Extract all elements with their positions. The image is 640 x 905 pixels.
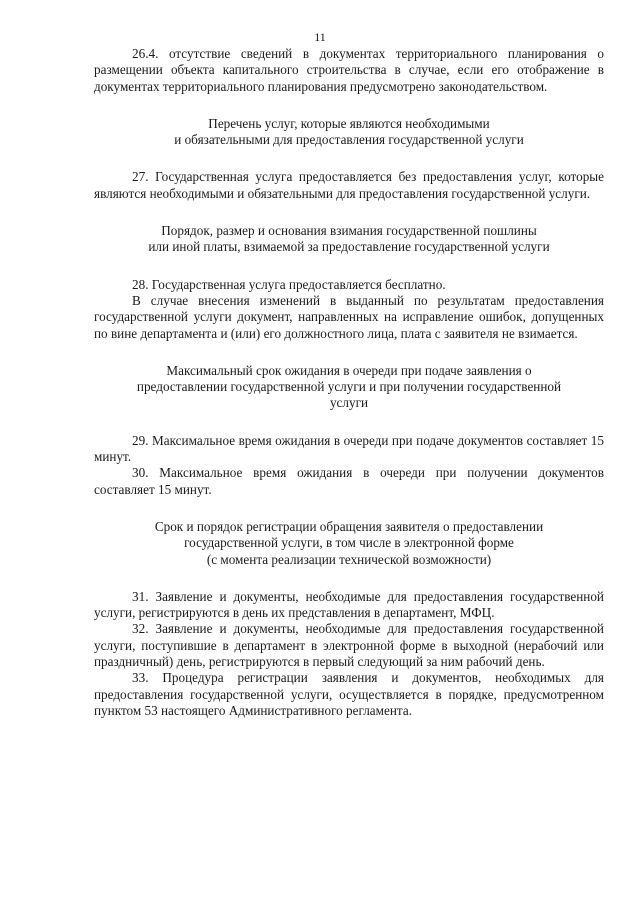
spacer	[94, 412, 604, 433]
spacer	[94, 148, 604, 169]
section-heading-registration: Срок и порядок регистрации обращения заявителя о предоставлении государственной услуги, в том числе в электронной форме (с момента реализации технической возможности)	[154, 518, 544, 567]
page-number: 11	[314, 30, 326, 44]
paragraph-33: 33. Процедура регистрации заявления и документов, необходимых для предоставления государственной услуги, осуществляется в порядке, предусмотренном пунктом 53 настоящего Административного регламента.	[94, 670, 604, 718]
document-body	[94, 46, 604, 719]
spacer	[94, 256, 604, 277]
section-heading-queue-time: Максимальный срок ожидания в очереди при подаче заявления о предоставлении государственной услуги и при получении государственной услуги	[136, 362, 562, 411]
section-heading-fees: Порядок, размер и основания взимания государственной пошлины или иной платы, взимаемой за предоставление государственной услуги	[148, 223, 550, 255]
paragraph-29: 29. Максимальное время ожидания в очереди при подаче документов составляет 15 минут.	[94, 432, 604, 465]
paragraph-32: 32. Заявление и документы, необходимые для предоставления государственной услуги, поступившие в департамент в электронной форме в выходной (нерабочий или праздничный) день, регистрируются в первый следующий за ним рабочий день.	[94, 621, 604, 670]
spacer	[94, 342, 604, 363]
paragraph-30: 30. Максимальное время ожидания в очереди при получении документов составляет 15 минут.	[94, 465, 604, 497]
paragraph-27: 27. Государственная услуга предоставляется без предоставления услуг, которые являются необходимыми и обязательными для предоставления государственной услуги.	[94, 169, 604, 201]
section-heading-required-services: Перечень услуг, которые являются необходимыми и обязательными для предоставления государственной услуги	[174, 115, 524, 148]
spacer	[94, 568, 604, 589]
spacer	[94, 95, 604, 116]
spacer	[94, 498, 604, 519]
paragraph-31: 31. Заявление и документы, необходимые для предоставления государственной услуги, регистрируются в день их представления в департамент, МФЦ.	[94, 588, 604, 621]
spacer	[94, 202, 604, 223]
paragraph-28-amendment: В случае внесения изменений в выданный по результатам предоставления государственной услуги документ, направленных на исправление ошибок, допущенных по вине департамента и (или) его должностного лица, плата с заявителя не взимается.	[94, 292, 604, 341]
paragraph-26-4: 26.4. отсутствие сведений в документах территориального планирования о размещении объекта капитального строительства в случае, если его отображение в документах территориального планирования предусмотрено законодательством.	[94, 46, 604, 94]
paragraph-28: 28. Государственная услуга предоставляется бесплатно.	[132, 276, 446, 292]
